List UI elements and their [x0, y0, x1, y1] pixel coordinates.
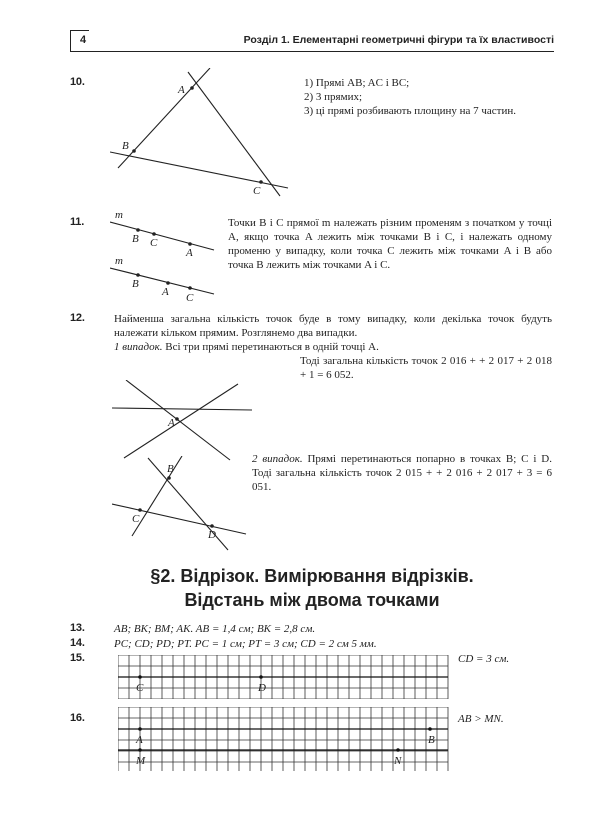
- point-label: D: [258, 682, 266, 694]
- point-label: M: [136, 755, 146, 767]
- point-label: A: [162, 286, 169, 298]
- page-number: 4: [80, 34, 87, 46]
- point-label: B: [167, 463, 174, 475]
- case-title: 1 випадок.: [114, 341, 163, 353]
- problem-number: 16.: [70, 712, 85, 724]
- page-header: [70, 30, 554, 52]
- point-label: D: [208, 529, 216, 541]
- answer-text: AB > MN.: [458, 713, 504, 725]
- point-label: C: [132, 513, 140, 525]
- answer-line: 1) Прямі AB; AC і BC;: [304, 77, 410, 89]
- section-title: Розділ 1. Елементарні геометричні фігури та їх властивості: [243, 34, 554, 46]
- point-label: C: [186, 292, 194, 304]
- point-label: B: [122, 140, 129, 152]
- point-label: C: [253, 185, 261, 197]
- problem-text: PC; CD; PD; PT. PC = 1 см; PT = 3 см; CD = 2 см 5 мм.: [114, 638, 377, 650]
- case1-calc: Тоді загальна кількість точок 2 016 + + 2 017 + 2 018 + 1 = 6 052.: [300, 355, 552, 381]
- problem-number: 14.: [70, 637, 85, 649]
- lines-m-figure: [110, 206, 220, 306]
- grid-figure: [118, 707, 450, 771]
- section-heading: [70, 564, 554, 612]
- answer-line: 2) 3 прямих;: [304, 91, 363, 103]
- point-label: B: [428, 734, 435, 746]
- concurrent-lines-figure: [112, 380, 252, 462]
- line-label: m: [115, 255, 123, 267]
- problem-number: 10.: [70, 76, 85, 88]
- case2-text: 2 випадок. Прямі перетинаються попарно в точках B; C і D. Тоді загальна кількість точок 2 015 + + 2 016 + 2 017 + 3 = 6 051.: [252, 453, 552, 493]
- problem-text: AB; BK; BM; AK. AB = 1,4 см; BK = 2,8 см.: [114, 623, 316, 635]
- point-label: A: [136, 734, 143, 746]
- point-label: C: [136, 682, 144, 694]
- section-heading-line: Відстань між двома точками: [184, 590, 440, 610]
- answer-list: [304, 76, 552, 118]
- case1-text: 1 випадок. Всі три прямі перетинаються в одній точці A.: [114, 341, 379, 353]
- problem-number: 15.: [70, 652, 85, 664]
- line-label: m: [115, 209, 123, 221]
- case-title: 2 випадок.: [252, 453, 303, 465]
- answer-line: 3) ці прямі розбивають площину на 7 частин.: [304, 105, 516, 117]
- grid-figure: [118, 655, 450, 699]
- problem-text: Найменша загальна кількість точок буде в тому випадку, коли декілька точок будуть належати кільком прямим. Розглянемо два випадки.: [114, 313, 552, 339]
- problem-number: 13.: [70, 622, 85, 634]
- point-label: B: [132, 278, 139, 290]
- point-label: A: [168, 417, 175, 429]
- problem-number: 11.: [70, 216, 85, 228]
- point-label: A: [186, 247, 193, 259]
- point-label: A: [178, 84, 185, 96]
- header-rule: [70, 51, 554, 52]
- point-label: N: [394, 755, 402, 767]
- triangle-lines-figure: [112, 456, 252, 552]
- section-heading-line: §2. Відрізок. Вимірювання відрізків.: [150, 566, 474, 586]
- problem-number: 12.: [70, 312, 85, 324]
- triangle-figure: [110, 68, 290, 198]
- point-label: C: [150, 237, 158, 249]
- answer-text: CD = 3 см.: [458, 653, 510, 665]
- point-label: B: [132, 233, 139, 245]
- problem-text: Точки B і C прямої m належать різним променям з початком у точці A, якщо точка A лежить між точками B і C, і належать одному променю у випадку, коли точка C лежить між точками A і B або точка B лежить між точками A і C.: [228, 217, 552, 271]
